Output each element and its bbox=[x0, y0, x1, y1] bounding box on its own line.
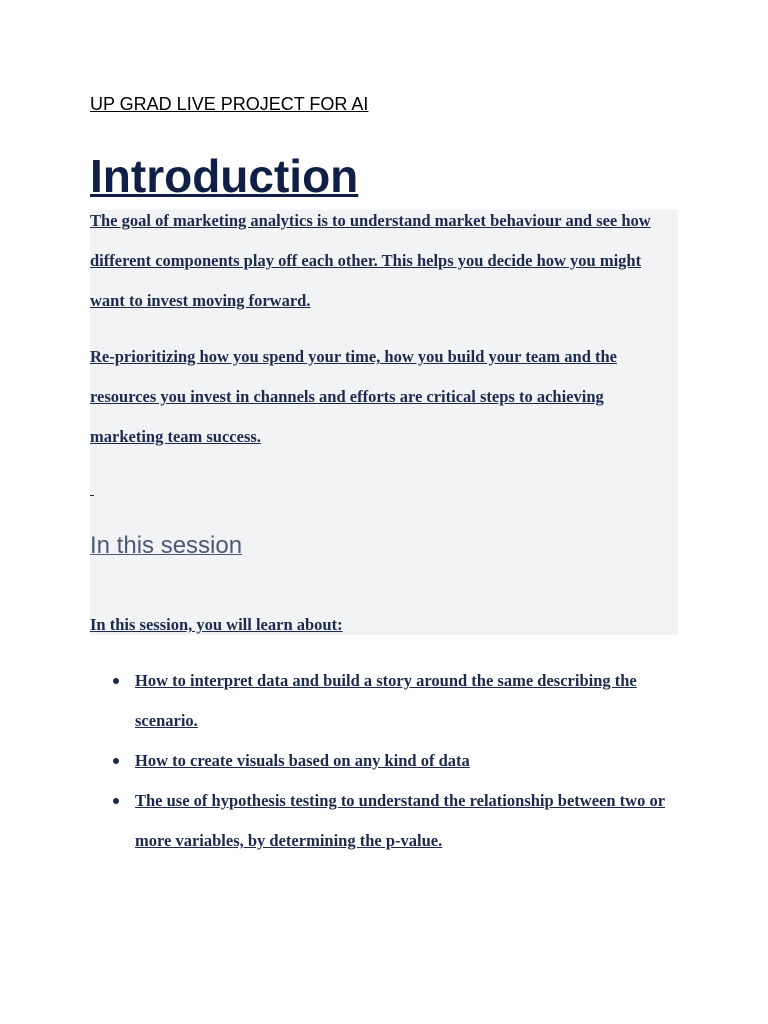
list-item-text: How to create visuals based on any kind of data bbox=[135, 751, 470, 770]
bullet-icon bbox=[113, 758, 119, 764]
list-item bbox=[90, 781, 680, 861]
intro-paragraph-2: Re-prioritizing how you spend your time, how you build your team and the resources you invest in channels and efforts are critical steps to achieving marketing team success. bbox=[90, 347, 617, 446]
session-intro-text: In this session, you will learn about: bbox=[90, 615, 343, 634]
list-item-text: How to interpret data and build a story around the same describing the scenario. bbox=[135, 671, 637, 730]
learning-points-list bbox=[90, 661, 680, 861]
bullet-icon bbox=[113, 798, 119, 804]
empty-paragraph-mark bbox=[90, 495, 94, 496]
list-item bbox=[90, 661, 680, 741]
list-item-text: The use of hypothesis testing to understand the relationship between two or more variables, by determining the p-value. bbox=[135, 791, 666, 850]
intro-paragraph-1: The goal of marketing analytics is to understand market behaviour and see how different components play off each other. This helps you decide how you might want to invest moving forward. bbox=[90, 211, 651, 310]
document-title: UP GRAD LIVE PROJECT FOR AI bbox=[90, 94, 369, 114]
section-heading-introduction: Introduction bbox=[90, 150, 359, 202]
bullet-icon bbox=[113, 678, 119, 684]
section-heading-session: In this session bbox=[90, 532, 243, 559]
list-item bbox=[90, 741, 680, 781]
